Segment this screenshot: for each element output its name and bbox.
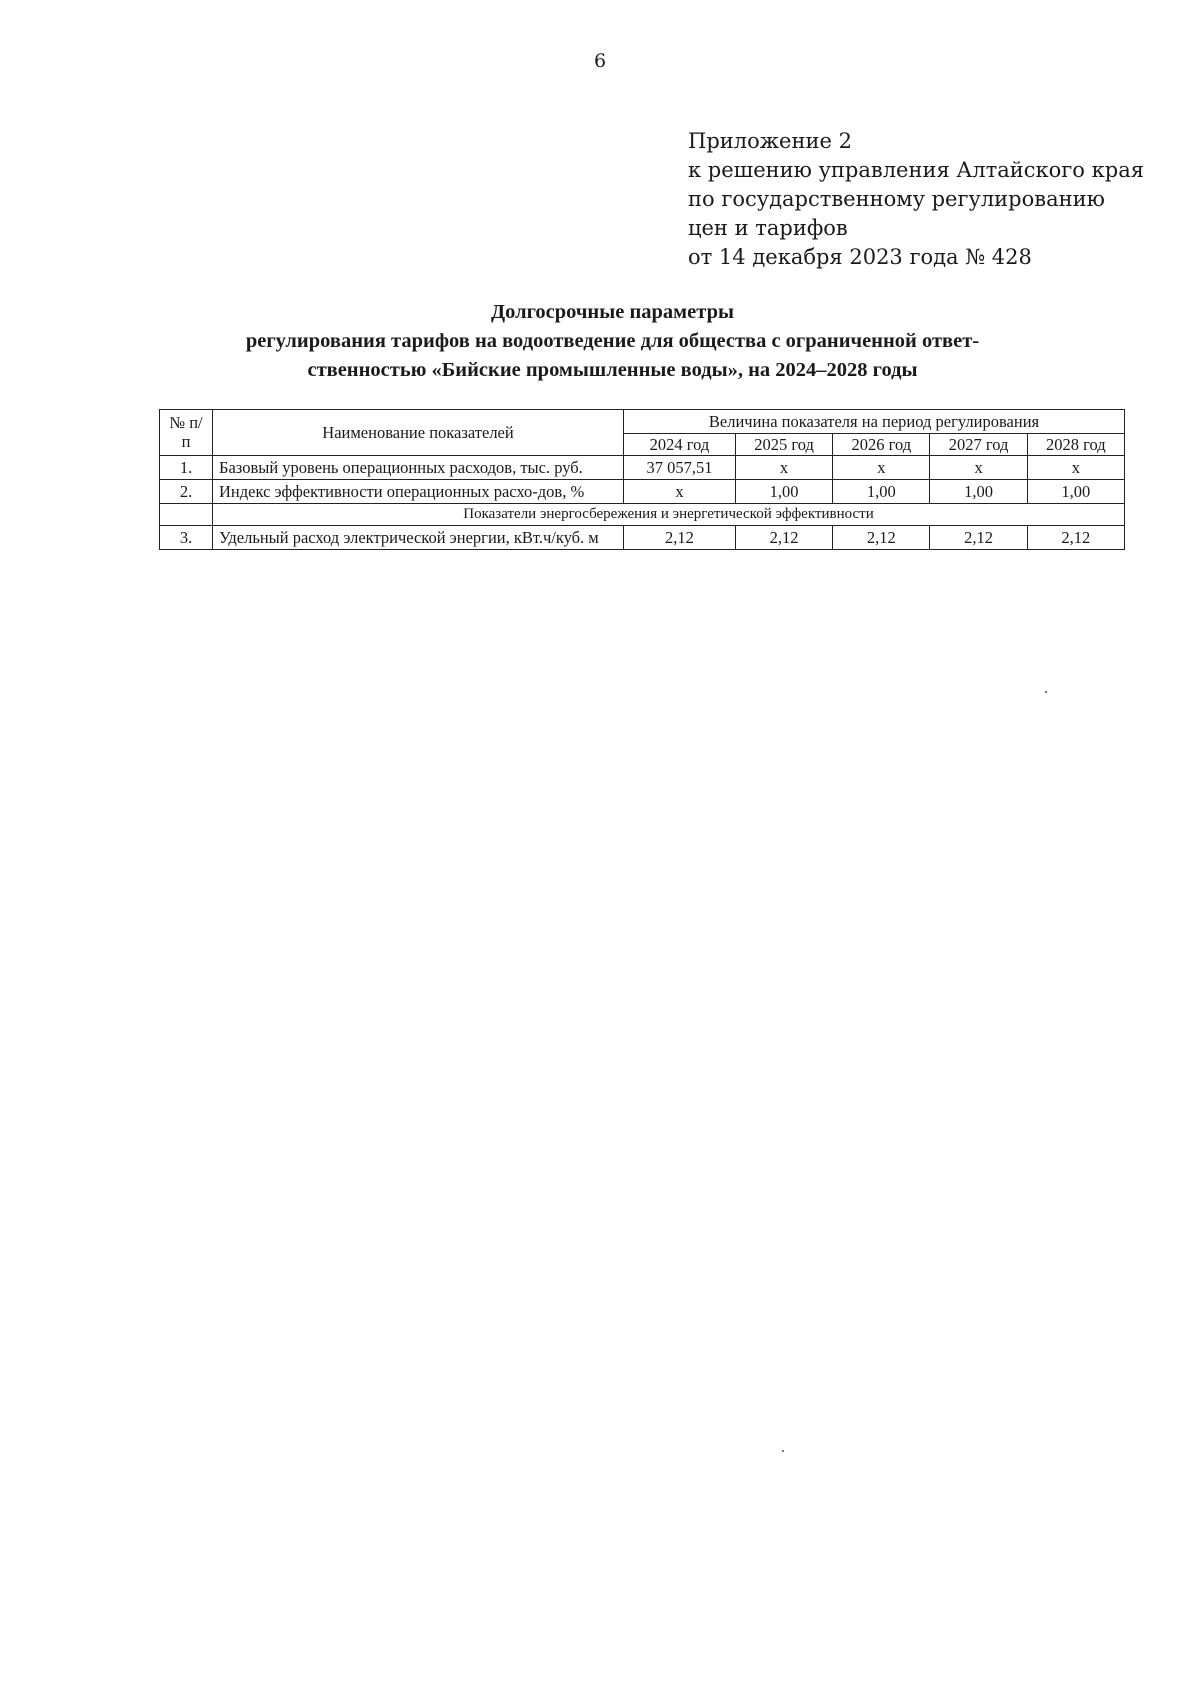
- row-value: х: [1027, 456, 1124, 480]
- header-name: Наименование показателей: [213, 410, 624, 456]
- row-value: х: [930, 456, 1027, 480]
- header-year-2028: 2028 год: [1027, 434, 1124, 456]
- title-line-1: Долгосрочные параметры: [491, 301, 734, 323]
- section-num-cell: [160, 504, 213, 526]
- table-section-row: [160, 504, 1125, 526]
- appendix-line-5: от 14 декабря 2023 года № 428: [688, 245, 1032, 269]
- header-num: № п/п: [160, 410, 213, 456]
- row-num: 1.: [160, 456, 213, 480]
- row-num: 3.: [160, 526, 213, 550]
- row-value: 37 057,51: [624, 456, 736, 480]
- page-number: 6: [593, 50, 607, 72]
- header-group: Величина показателя на период регулирования: [624, 410, 1125, 434]
- title-line-3: ственностью «Бийские промышленные воды», на 2024–2028 годы: [307, 359, 918, 381]
- row-value: 2,12: [735, 526, 832, 550]
- row-value: 2,12: [1027, 526, 1124, 550]
- row-value: 1,00: [735, 480, 832, 504]
- appendix-line-1: Приложение 2: [688, 129, 852, 153]
- header-year-2025: 2025 год: [735, 434, 832, 456]
- table-row: [160, 480, 1125, 504]
- row-value: 2,12: [833, 526, 930, 550]
- row-value: 2,12: [930, 526, 1027, 550]
- title-line-2: регулирования тарифов на водоотведение для общества с ограниченной ответ-: [245, 330, 980, 352]
- row-value: 1,00: [930, 480, 1027, 504]
- row-value: х: [624, 480, 736, 504]
- row-name: Базовый уровень операционных расходов, тыс. руб.: [213, 456, 624, 480]
- appendix-line-3: по государственному регулированию: [688, 187, 1105, 211]
- header-year-2024: 2024 год: [624, 434, 736, 456]
- row-value: 1,00: [833, 480, 930, 504]
- section-title: Показатели энергосбережения и энергетической эффективности: [213, 504, 1125, 526]
- row-num: 2.: [160, 480, 213, 504]
- appendix-line-2: к решению управления Алтайского края: [688, 158, 1144, 182]
- row-value: х: [735, 456, 832, 480]
- scan-speck: [782, 1450, 784, 1452]
- row-name: Удельный расход электрической энергии, кВт.ч/куб. м: [213, 526, 624, 550]
- scan-speck: [1045, 691, 1047, 693]
- table-row: [160, 456, 1125, 480]
- table-header-row: [160, 410, 1125, 434]
- document-title: [150, 298, 1075, 385]
- row-value: 1,00: [1027, 480, 1124, 504]
- row-value: х: [833, 456, 930, 480]
- appendix-block: [688, 127, 1144, 272]
- header-year-2026: 2026 год: [833, 434, 930, 456]
- table-row: [160, 526, 1125, 550]
- appendix-line-4: цен и тарифов: [688, 216, 848, 240]
- header-year-2027: 2027 год: [930, 434, 1027, 456]
- parameters-table: [159, 409, 1125, 550]
- row-value: 2,12: [624, 526, 736, 550]
- row-name: Индекс эффективности операционных расхо-дов, %: [213, 480, 624, 504]
